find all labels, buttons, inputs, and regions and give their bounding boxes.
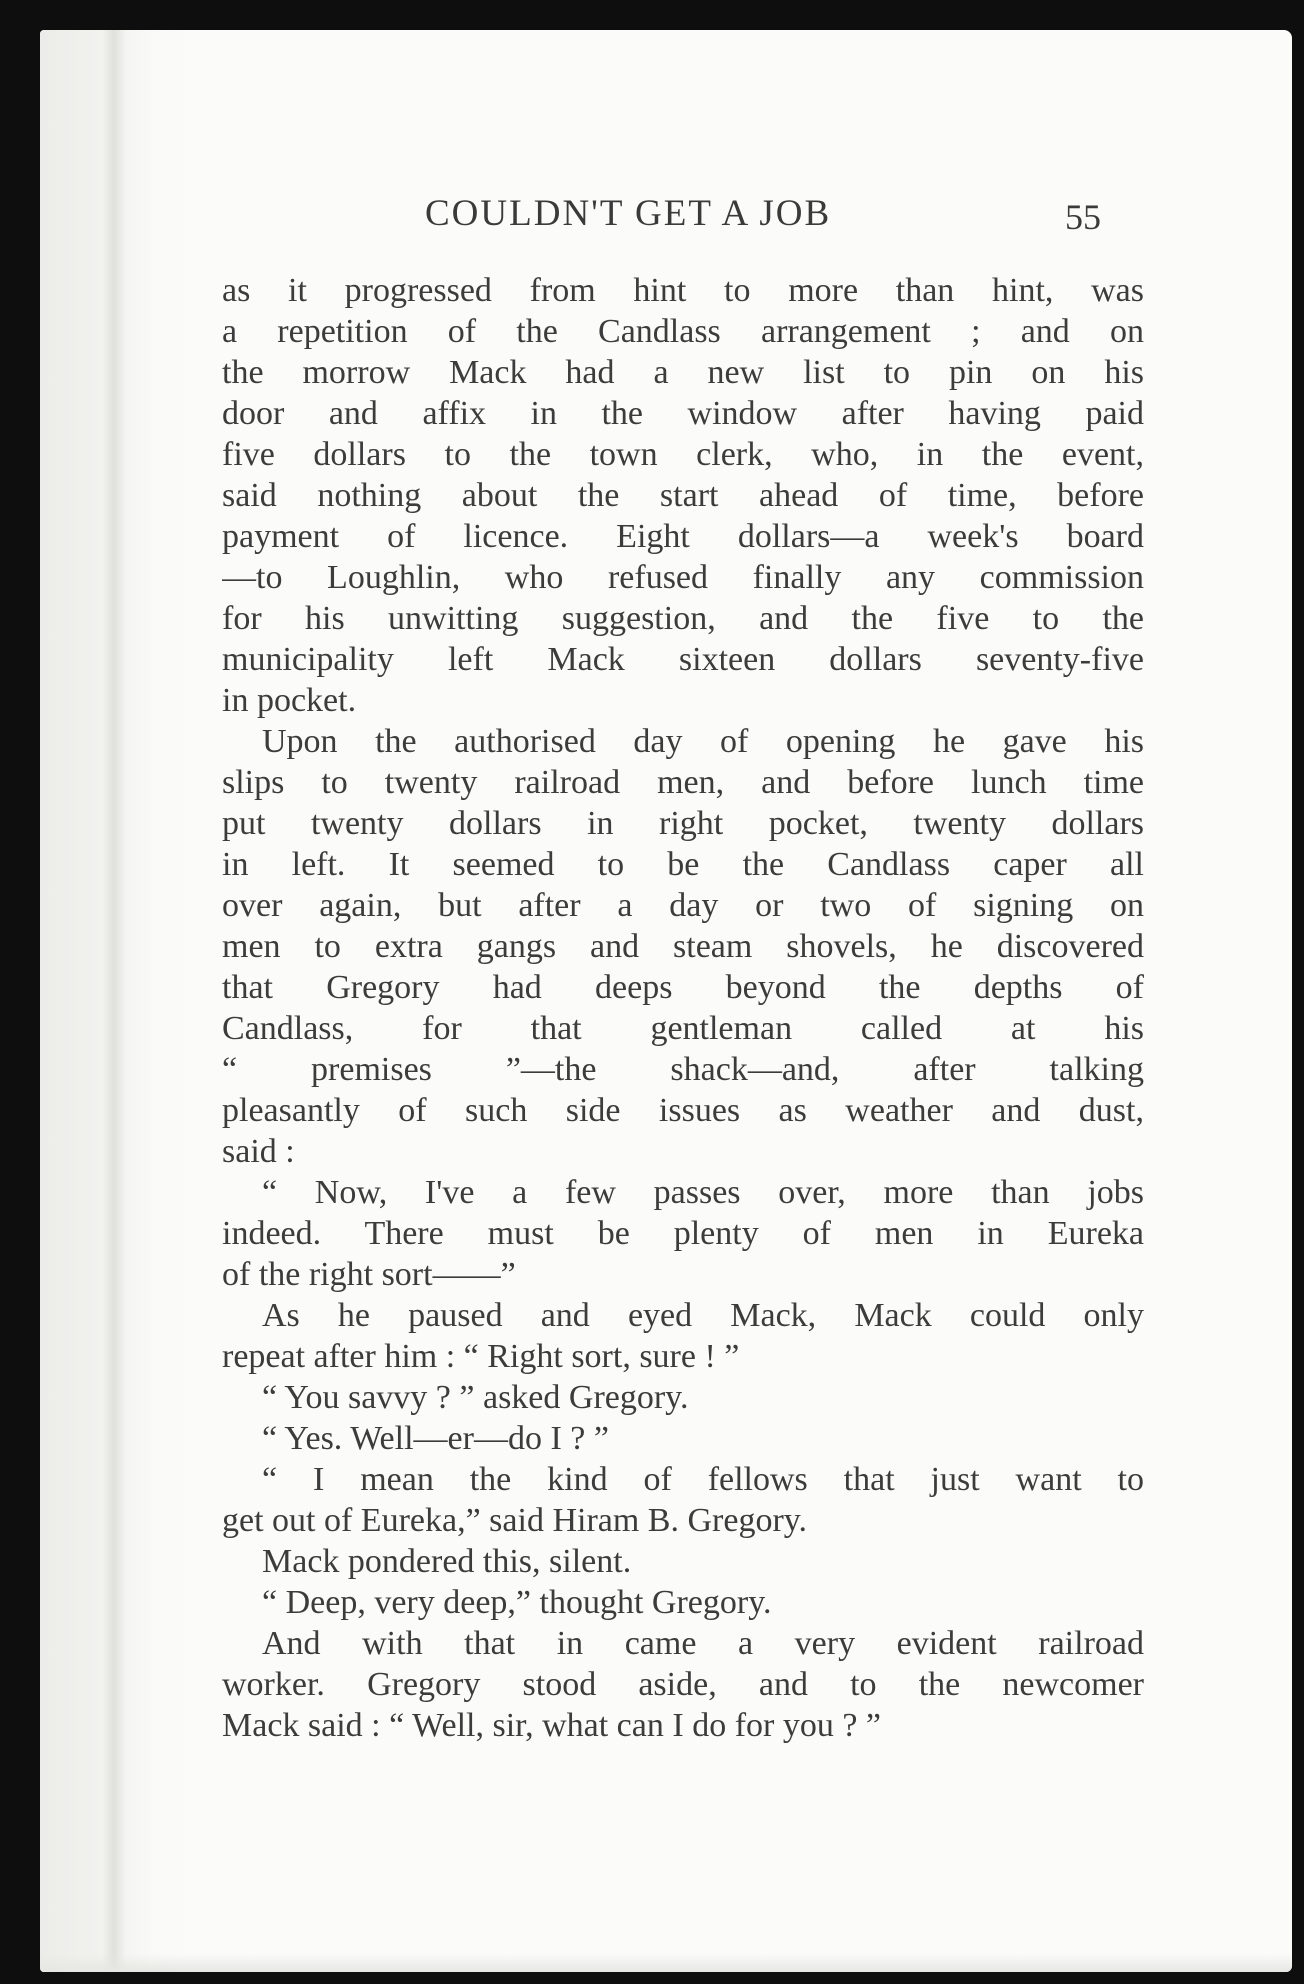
text-line: put twenty dollars in right pocket, twenty dollars — [222, 805, 1144, 842]
text-line: door and affix in the window after having paid — [222, 395, 1144, 432]
text-line: slips to twenty railroad men, and before lunch time — [222, 764, 1144, 801]
text-line: for his unwitting suggestion, and the five to the — [222, 600, 1144, 637]
text-line: said : — [222, 1133, 295, 1170]
text-line: And with that in came a very evident railroad — [262, 1625, 1144, 1662]
page-gutter-shadow — [40, 30, 190, 1972]
text-line: over again, but after a day or two of signing on — [222, 887, 1144, 924]
text-line: As he paused and eyed Mack, Mack could only — [262, 1297, 1144, 1334]
text-line: men to extra gangs and steam shovels, he discovered — [222, 928, 1144, 965]
page-bottom-edge — [40, 1954, 1292, 1972]
body-text — [222, 270, 1144, 1746]
text-line: “ I mean the kind of fellows that just want to — [262, 1461, 1144, 1498]
text-line: Mack said : “ Well, sir, what can I do for you ? ” — [222, 1707, 882, 1744]
text-line: repeat after him : “ Right sort, sure ! ” — [222, 1338, 740, 1375]
gutter-crease — [102, 30, 126, 1972]
text-line: pleasantly of such side issues as weather and dust, — [222, 1092, 1144, 1129]
text-line: Mack pondered this, silent. — [262, 1543, 632, 1580]
text-line: five dollars to the town clerk, who, in the event, — [222, 436, 1144, 473]
text-line: Candlass, for that gentleman called at his — [222, 1010, 1144, 1047]
page-number: 55 — [1065, 197, 1101, 237]
text-line: in left. It seemed to be the Candlass caper all — [222, 846, 1144, 883]
text-line: of the right sort——” — [222, 1256, 516, 1293]
text-line: municipality left Mack sixteen dollars seventy-five — [222, 641, 1144, 678]
book-page — [40, 30, 1292, 1972]
text-line: “ Yes. Well—er—do I ? ” — [262, 1420, 609, 1457]
text-line: “ premises ”—the shack—and, after talking — [222, 1051, 1144, 1088]
text-line: “ You savvy ? ” asked Gregory. — [262, 1379, 689, 1416]
text-line: payment of licence. Eight dollars—a week's board — [222, 518, 1144, 555]
text-line: get out of Eureka,” said Hiram B. Gregory. — [222, 1502, 808, 1539]
text-line: “ Deep, very deep,” thought Gregory. — [262, 1584, 772, 1621]
text-line: the morrow Mack had a new list to pin on his — [222, 354, 1144, 391]
text-line: —to Loughlin, who refused finally any commission — [222, 559, 1144, 596]
text-line: Upon the authorised day of opening he gave his — [262, 723, 1144, 760]
text-line: as it progressed from hint to more than hint, was — [222, 272, 1144, 309]
text-line: “ Now, I've a few passes over, more than jobs — [262, 1174, 1144, 1211]
text-line: said nothing about the start ahead of time, before — [222, 477, 1144, 514]
running-head: COULDN'T GET A JOB — [425, 193, 832, 234]
text-line: that Gregory had deeps beyond the depths of — [222, 969, 1144, 1006]
text-line: a repetition of the Candlass arrangement ; and on — [222, 313, 1144, 350]
text-line: indeed. There must be plenty of men in Eureka — [222, 1215, 1144, 1252]
text-line: in pocket. — [222, 682, 357, 719]
text-line: worker. Gregory stood aside, and to the newcomer — [222, 1666, 1144, 1703]
